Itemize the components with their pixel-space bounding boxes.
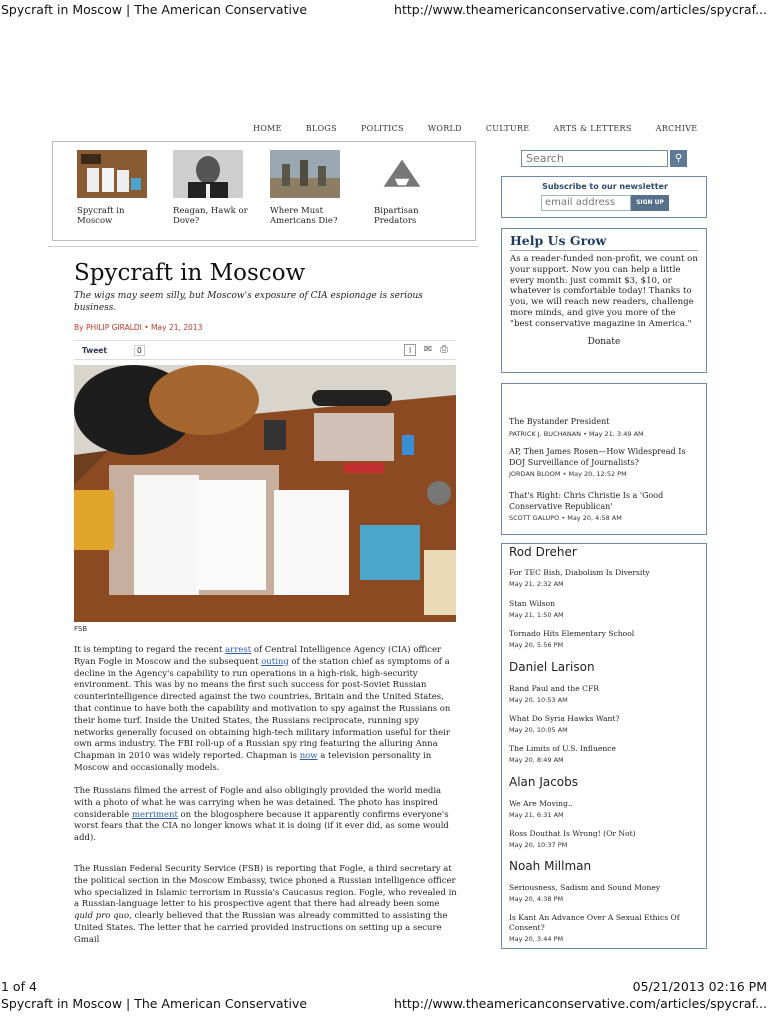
featured-caption: Bipartisan Predators [374, 206, 419, 226]
blog-post[interactable] [509, 913, 701, 943]
text-run: on the blogosphere because it apparently confirms everyone's worst fears that the CIA no longer knows what it is doing (if it ever did, as some would add). [74, 809, 449, 844]
text-run: It is tempting to regard the recent [74, 645, 226, 655]
featured-caption: Reagan, Hawk or Dove? [173, 206, 248, 226]
featured-item[interactable] [270, 150, 350, 226]
post-title: What Do Syria Hawks Want? [509, 714, 620, 723]
post-title: Tornado Hits Elementary School [509, 629, 635, 638]
featured-strip [52, 141, 476, 241]
blog-post[interactable] [509, 599, 701, 619]
nav-politics[interactable]: POLITICS [360, 124, 404, 133]
article-subtitle: The wigs may seem silly, but Moscow's exposure of CIA espionage is serious business. [74, 291, 423, 313]
text-run: The Russians filmed the arrest of Fogle and also obligingly provided the world media with a photo of what he was carrying when he was detained. The photo has inspired considerable [74, 786, 442, 820]
print-page-title: Spycraft in Moscow | The American Conservative [1, 996, 308, 1011]
featured-caption: Spycraft in Moscow [77, 206, 125, 226]
print-url: http://www.theamericanconservative.com/articles/spycraf... [394, 2, 767, 17]
headline-title: That's Right: Chris Christie Is a 'Good Conservative Republican' [509, 491, 664, 511]
post-time: May 21, 2:32 AM [509, 580, 564, 588]
blog-post[interactable] [509, 568, 701, 588]
tweet-count: 0 [134, 345, 145, 356]
photo-caption: FSB [74, 625, 88, 633]
featured-caption: Where Must Americans Die? [270, 206, 338, 226]
blog-post[interactable] [509, 883, 701, 903]
nav-arts-letters[interactable]: ARTS & LETTERS [553, 124, 632, 133]
headlines-box [501, 383, 707, 535]
blogger-name[interactable]: Daniel Larison [509, 660, 595, 674]
text-size-icon[interactable]: I [404, 344, 416, 356]
blogger-name[interactable]: Alan Jacobs [509, 775, 579, 789]
grow-title: Help Us Grow [510, 233, 698, 251]
article-byline: By PHILIP GIRALDI • May 21, 2013 [74, 323, 203, 332]
share-bar [74, 340, 456, 360]
print-footer [0, 979, 768, 994]
post-time: May 20, 10:53 AM [509, 696, 568, 704]
post-title: Stan Wilson [509, 599, 555, 608]
nav-culture[interactable]: CULTURE [485, 124, 530, 133]
post-time: May 20, 8:49 AM [509, 756, 564, 764]
headline-meta: JORDAN BLOOM • May 20, 12:52 PM [509, 470, 627, 478]
newsletter-label: Subscribe to our newsletter [542, 182, 668, 191]
featured-item[interactable] [173, 150, 253, 226]
featured-thumb-image [173, 150, 243, 198]
print-header [0, 2, 768, 17]
post-title: Is Kant An Advance Over A Sexual Ethics Of Consent? [509, 913, 680, 932]
outing-link[interactable]: outing [261, 656, 289, 667]
post-time: May 20, 5:56 PM [509, 641, 564, 649]
post-time: May 20, 10:37 PM [509, 841, 568, 849]
blog-post[interactable] [509, 829, 701, 849]
nav-home[interactable]: HOME [253, 124, 282, 133]
headline-item[interactable] [509, 447, 699, 478]
post-time: May 21, 6:31 AM [509, 811, 564, 819]
donate-button[interactable]: Donate [587, 336, 621, 347]
featured-thumb-image [270, 150, 340, 198]
post-title: We Are Moving.. [509, 799, 573, 808]
article-paragraph [74, 786, 458, 845]
nav-archive[interactable]: ARCHIVE [655, 124, 698, 133]
blogger-name[interactable]: Rod Dreher [509, 545, 577, 559]
print-footer-title-row [0, 996, 768, 1011]
bloggers-box [501, 543, 707, 949]
grow-text: As a reader-funded non-profit, we count on your support. Now you can help a little every month: just commit $3, $10, or whatever is comfortable today! Thanks to you, we will reach new readers, challenge more minds, and give you more of the "best conservative magazine in America." [510, 254, 698, 329]
blog-post[interactable] [509, 799, 701, 819]
nav-blogs[interactable]: BLOGS [305, 124, 337, 133]
newsletter-box [501, 176, 707, 218]
post-time: May 20, 4:38 PM [509, 895, 564, 903]
post-time: May 20, 10:05 AM [509, 726, 568, 734]
article-paragraph [74, 645, 458, 775]
post-time: May 21, 1:50 AM [509, 611, 564, 619]
help-us-grow-box [501, 228, 707, 373]
headline-title: AP, Then James Rosen—How Widespread Is DOJ Surveillance of Journalists? [509, 447, 686, 467]
search-input[interactable]: Search [521, 150, 668, 167]
post-title: Rand Paul and the CFR [509, 684, 599, 693]
print-datetime: 05/21/2013 02:16 PM [632, 979, 767, 994]
post-title: The Limits of U.S. Influence [509, 744, 616, 753]
article-title: Spycraft in Moscow [74, 260, 306, 286]
featured-item[interactable] [77, 150, 157, 226]
text-run: a television personality in Moscow and occasionally models. [74, 751, 432, 773]
headline-meta: PATRICK J. BUCHANAN • May 21, 3:49 AM [509, 429, 644, 438]
headline-item[interactable] [509, 491, 699, 522]
post-time: May 20, 3:44 PM [509, 935, 564, 943]
post-title: Seriousness, Sadism and Sound Money [509, 883, 661, 892]
headline-meta: SCOTT GALUPO • May 20, 4:58 AM [509, 514, 622, 522]
search-icon: ⚲ [674, 153, 683, 164]
signup-button[interactable]: SIGN UP [631, 195, 669, 211]
headline-item[interactable] [509, 417, 699, 438]
blog-post[interactable] [509, 744, 701, 764]
blog-post[interactable] [509, 714, 701, 734]
merriment-link[interactable]: merriment [131, 809, 178, 820]
text-run: of Central Intelligence Agency (CIA) officer Ryan Fogle in Moscow and the subsequent [74, 645, 442, 667]
print-page-title: Spycraft in Moscow | The American Conservative [1, 2, 308, 17]
search-button[interactable] [670, 150, 687, 167]
arrest-link[interactable]: arrest [225, 645, 252, 655]
blogger-name[interactable]: Noah Millman [509, 859, 592, 873]
text-run: of the station chief as symptoms of a decline in the Agency's capability to run operations in a high-risk, high-security environment. This was by no means the first such success for post-Soviet Russian counterintelligence directed against the two countries, Britain and the United States, that continue to have both the capability and motivation to spy against the Russians on their home turf. Inside the United States, the Russians reciprocate, running spy networks generally focused on obtaining high-tech military information useful for their own arms industry. The FBI roll-up of a Russian spy ring featuring the alluring Anna Chapman in 2010 was widely reported. Chapman is [74, 656, 451, 762]
article-photo [74, 365, 456, 622]
post-title: Ross Douthat Is Wrong! (Or Not) [509, 829, 636, 838]
main-nav [253, 124, 721, 133]
divider [48, 246, 478, 247]
text-run: , clearly believed that the Russian was already committed to assisting the United States. The letter that he carried provided instructions on setting up a secure Gmail [74, 911, 448, 945]
email-icon[interactable]: ✉ [423, 344, 433, 355]
nav-world[interactable]: WORLD [427, 124, 462, 133]
featured-item[interactable] [374, 150, 454, 226]
print-icon[interactable]: ⎙ [440, 344, 448, 355]
blog-post[interactable] [509, 684, 701, 704]
headline-title: The Bystander President [509, 417, 610, 426]
email-field[interactable]: email address [541, 195, 631, 211]
article-paragraph [74, 864, 458, 947]
text-run: The Russian Federal Security Service (FSB) is reporting that Fogle, a third secretary at the political section in the Moscow Embassy, twice phoned a Russian intelligence officer who specialized in Islamic terrorism in Russia's Caucasus region. Fogle, who revealed in a Russian-language letter to his prospective agent that there had already been some [74, 864, 457, 910]
now-link[interactable]: now [299, 751, 318, 762]
featured-thumb-image [374, 150, 430, 198]
print-url: http://www.theamericanconservative.com/articles/spycraf... [394, 996, 767, 1011]
post-title: For TEC Bish, Diabolism Is Diversity [509, 568, 650, 577]
tweet-button[interactable]: Tweet [82, 346, 107, 355]
featured-thumb-image [77, 150, 147, 198]
blog-post[interactable] [509, 629, 701, 649]
text-emphasis: quid pro quo [74, 911, 130, 922]
print-page-number: 1 of 4 [1, 979, 37, 994]
